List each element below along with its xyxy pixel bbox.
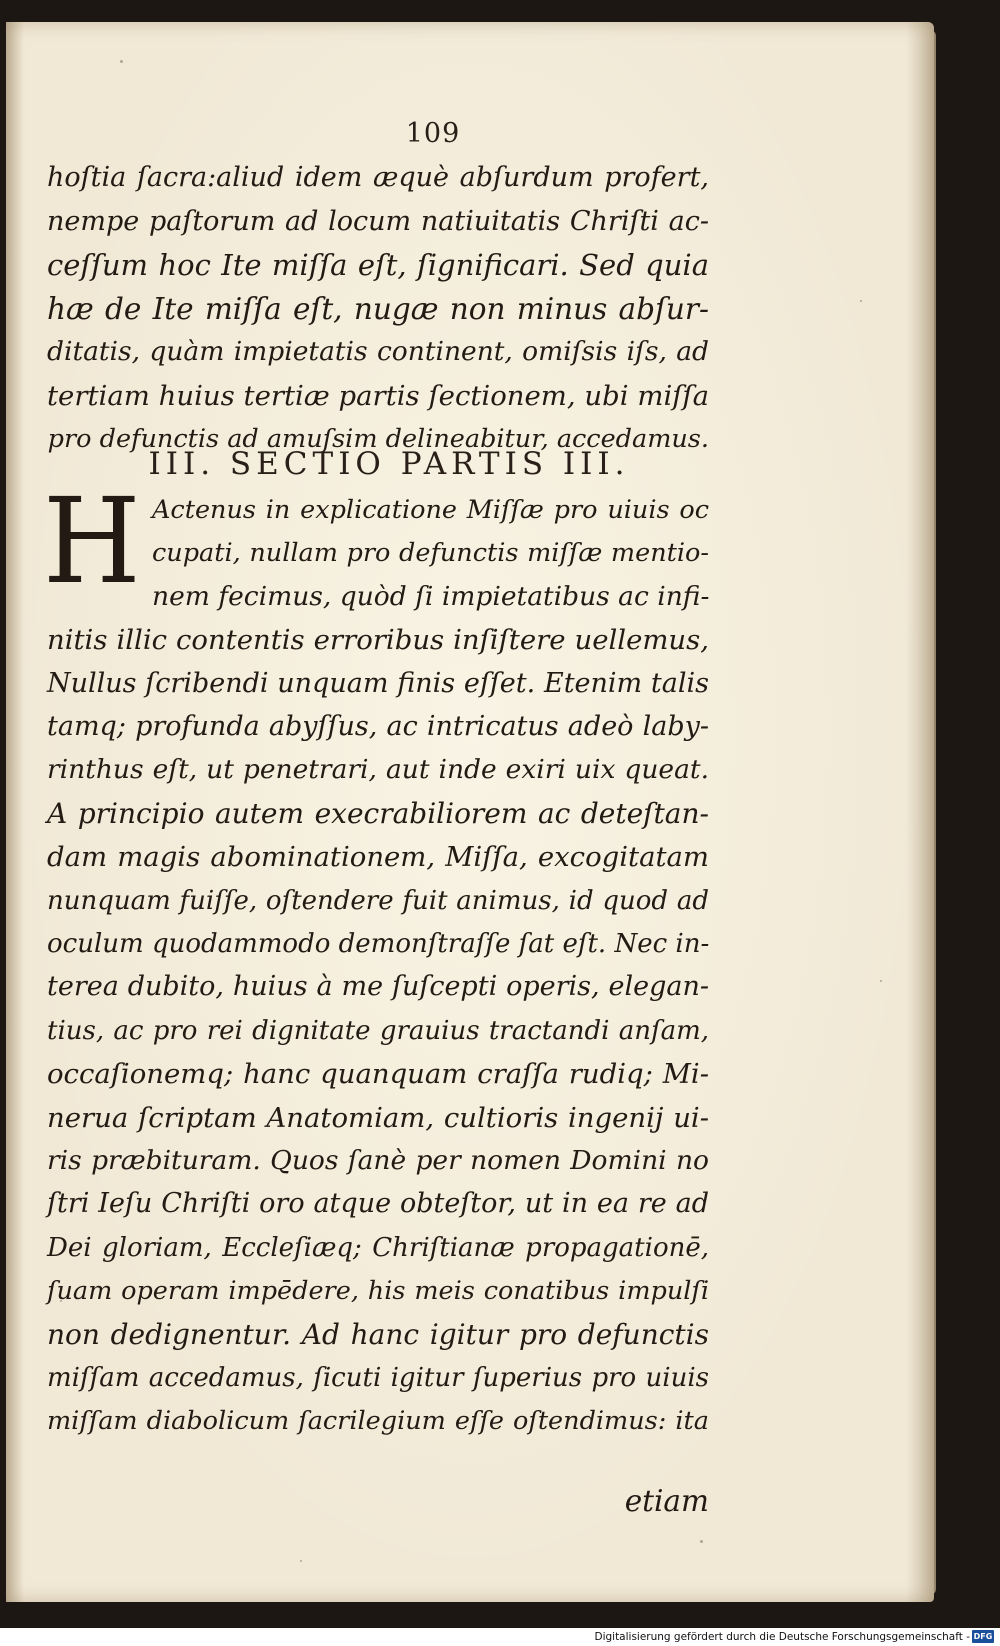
- text-line: nerua ſcriptam Anatomiam, cultioris ingenij ui-: [47, 1101, 709, 1134]
- text-line: hæ de Ite miſſa eſt, nugæ non minus abſur-: [47, 291, 709, 326]
- text-line: oculum quodammodo demonſtraſſe ſat eſt. Nec in-: [47, 929, 710, 959]
- paper-speck: [300, 1560, 302, 1562]
- text-line: non dedignentur. Ad hanc igitur pro defunctis: [47, 1317, 709, 1351]
- text-line: nitis illic contentis erroribus inſiſtere uellemus,: [47, 624, 709, 657]
- text-line: tertiam huius tertiæ partis ſectionem, ubi miſſa: [47, 379, 709, 412]
- catchword: etiam: [624, 1484, 709, 1518]
- text-line: terea dubito, huius à me ſuſcepti operis, elegan-: [47, 971, 709, 1003]
- text-line: ditatis, quàm impietatis continent, omiſsis iſs, ad: [47, 336, 709, 367]
- text-line: Dei gloriam, Eccleſiæq; Chriſtianæ propagationē,: [47, 1232, 709, 1263]
- text-line: rinthus eſt, ut penetrari, aut inde exiri uix queat.: [47, 754, 709, 786]
- text-line: nempe paſtorum ad locum natiuitatis Chriſti ac-: [47, 205, 709, 237]
- paper-speck: [60, 1300, 62, 1302]
- text-line: tamq; profunda abyſſus, ac intricatus adeò laby-: [47, 711, 709, 742]
- text-line: ceſſum hoc Ite miſſa eſt, ſignificari. Sed quia: [47, 248, 709, 282]
- text-line: ris præbituram. Quos ſanè per nomen Domini no: [47, 1145, 709, 1176]
- text-line: pro defunctis ad amuſsim delineabitur, accedamus.: [47, 424, 709, 454]
- text-line: nem fecimus, quòd ſi impietatibus ac infi-: [152, 580, 710, 612]
- text-line: ſtri Ieſu Chriſti oro atque obteſtor, ut in ea re ad: [47, 1188, 709, 1220]
- text-line: miſſam diabolicum ſacrilegium eſſe oſtendimus: ita: [47, 1406, 709, 1437]
- dfg-logo: DFG: [973, 1632, 993, 1641]
- text-line: ſuam operam impēdere, his meis conatibus impulſi: [47, 1276, 709, 1307]
- page-number: 109: [405, 118, 461, 149]
- text-line: tius, ac pro rei dignitate grauius tractandi anſam,: [47, 1015, 709, 1046]
- drop-cap: H: [43, 473, 141, 611]
- paper-speck: [120, 60, 123, 63]
- footer-credit: Digitalisierung gefördert durch die Deutsche Forschungsgemeinschaft -: [594, 1631, 970, 1643]
- paper-speck: [700, 1540, 703, 1543]
- text-line: A principio autem execrabiliorem ac deteſtan-: [47, 796, 709, 830]
- text-line: dam magis abominationem, Miſſa, excogitatam: [47, 841, 709, 874]
- text-line: Actenus in explicatione Miſſæ pro uiuis oc: [152, 495, 709, 525]
- text-line: Nullus ſcribendi unquam finis eſſet. Etenim talis: [47, 667, 709, 699]
- text-line: miſſam accedamus, ſicuti igitur ſuperius pro uiuis: [47, 1363, 709, 1393]
- text-line: nunquam fuiſſe, oſtendere fuit animus, id quod ad: [47, 885, 709, 916]
- paper-speck: [860, 300, 862, 302]
- text-line: occaſionemq; hanc quanquam craſſa rudiq; Mi-: [47, 1058, 709, 1091]
- text-line: hoſtia ſacra:aliud idem æquè abſurdum profert,: [47, 162, 709, 193]
- paper-speck: [880, 980, 882, 982]
- section-heading: III. SECTIO PARTIS III.: [148, 446, 630, 482]
- text-line: cupati, nullam pro defunctis miſſæ mentio-: [152, 538, 709, 569]
